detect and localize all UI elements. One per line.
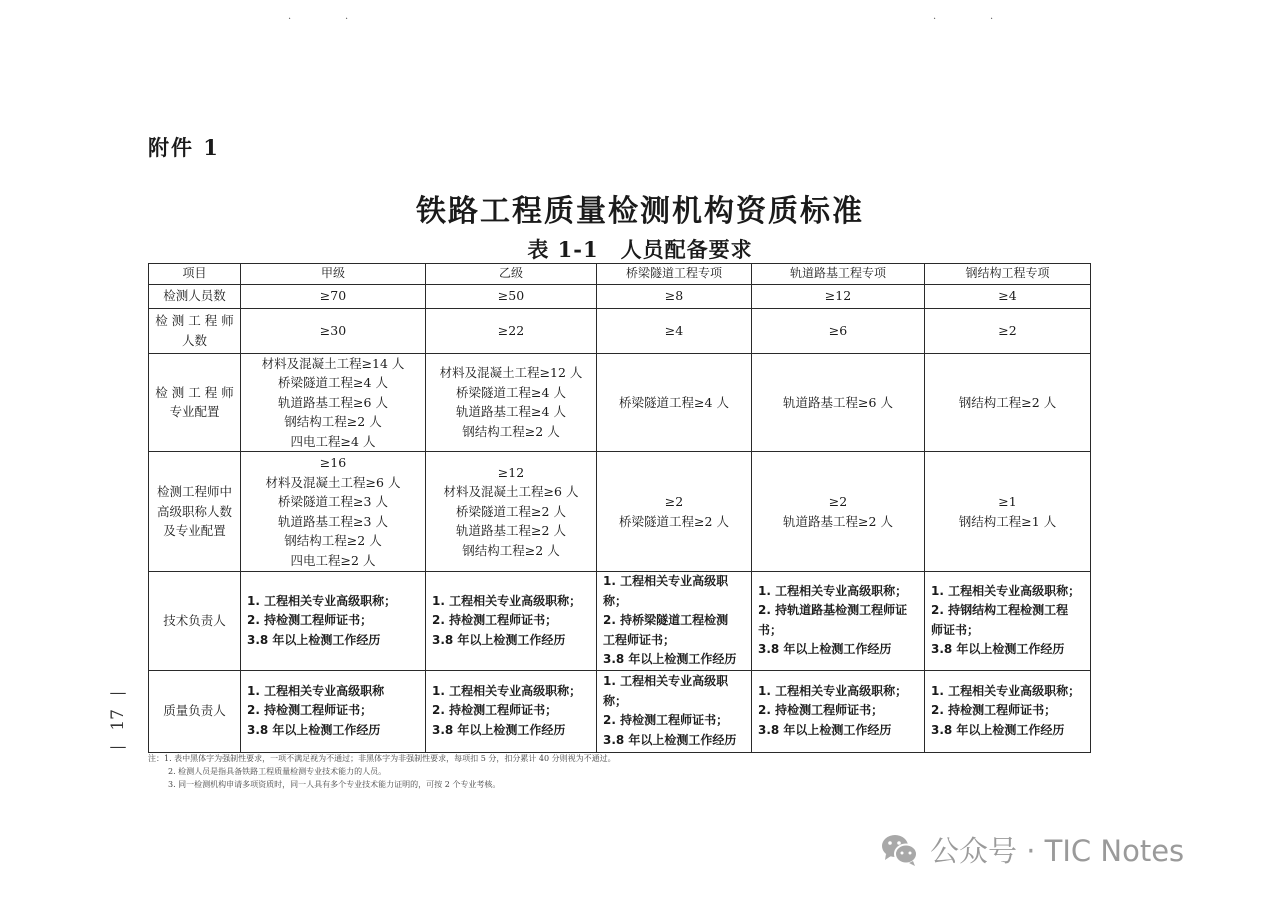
cell-line: 2. 持检测工程师证书； bbox=[247, 703, 373, 718]
cell-line: 1. 工程相关专业高级职称； bbox=[432, 593, 582, 608]
table-cell bbox=[426, 452, 597, 572]
note-3: 3. 同一检测机构申请多项资质时，同一人具有多个专业技术能力证明的，可按 2 个专业考核。 bbox=[168, 780, 501, 789]
cell-line: 钢结构工程≥2 人 bbox=[284, 414, 382, 429]
cell-line: 轨道路基工程≥2 人 bbox=[456, 523, 566, 539]
cell-line: 钢结构工程≥1 人 bbox=[958, 513, 1057, 529]
cell-line: 2. 持检测工程师证书； bbox=[432, 613, 558, 627]
page-number-value: 17 bbox=[108, 709, 128, 731]
cell-line: 3.8 年以上检测工作经历 bbox=[432, 632, 566, 647]
cell-line: 钢结构工程≥2 人 bbox=[462, 542, 560, 558]
cell-line: 轨道路基工程≥3 人 bbox=[278, 513, 388, 529]
table-cell bbox=[597, 353, 752, 452]
table-cell bbox=[241, 452, 426, 572]
cell-line: 桥梁隧道工程≥4 人 bbox=[456, 384, 566, 400]
row-label-line: 技术负责人 bbox=[163, 613, 226, 628]
header-bridge-tunnel: 桥梁隧道工程专项 bbox=[597, 264, 752, 285]
table-cell bbox=[597, 572, 752, 671]
cell-line: ≥30 bbox=[319, 322, 347, 338]
cell-line: ≥2 bbox=[998, 322, 1017, 338]
table-row bbox=[149, 670, 1091, 752]
table-caption: 表 1-1 人员配备要求 bbox=[527, 237, 753, 262]
table-cell bbox=[426, 670, 597, 752]
table-cell bbox=[597, 308, 752, 353]
cell-line: 3.8 年以上检测工作经历 bbox=[432, 722, 566, 737]
table-cell bbox=[752, 572, 925, 671]
table-cell bbox=[426, 353, 597, 452]
cell-line: 钢结构工程≥2 人 bbox=[284, 533, 382, 548]
cell-line: ≥2 bbox=[664, 494, 684, 509]
cell-line: 3.8 年以上检测工作经历 bbox=[247, 722, 381, 737]
cell-line: 桥梁隧道工程≥4 人 bbox=[278, 375, 388, 390]
row-label-line: 专业配置 bbox=[169, 404, 220, 420]
label-quality-lead bbox=[149, 670, 241, 752]
scan-mark: · bbox=[990, 14, 994, 25]
scan-mark: · bbox=[933, 14, 937, 25]
note-1: 注：1. 表中黑体字为强制性要求，一项不满足视为不通过；非黑体字为非强制性要求，每项扣 5 分，扣分累计 40 分则视为不通过。 bbox=[148, 754, 616, 763]
cell-line: 3.8 年以上检测工作经历 bbox=[931, 722, 1065, 737]
cell-line: 轨道路基工程≥6 人 bbox=[783, 394, 893, 410]
cell-line: 钢结构工程≥2 人 bbox=[462, 423, 560, 439]
label-senior-engineers bbox=[149, 452, 241, 572]
table-cell bbox=[925, 572, 1091, 671]
cell-line: ≥12 bbox=[824, 288, 852, 304]
cell-line: 2. 持检测工程师证书； bbox=[432, 703, 558, 718]
cell-line: 3.8 年以上检测工作经历 bbox=[603, 732, 737, 747]
cell-line: ≥12 bbox=[497, 464, 525, 480]
cell-line: ≥22 bbox=[497, 322, 525, 338]
label-engineers bbox=[149, 308, 241, 353]
table-row bbox=[149, 452, 1091, 572]
cell-line: 桥梁隧道工程≥3 人 bbox=[278, 494, 388, 509]
table-cell bbox=[241, 670, 426, 752]
cell-line: 桥梁隧道工程≥2 人 bbox=[456, 503, 566, 519]
cell-line: 轨道路基工程≥4 人 bbox=[456, 404, 566, 420]
table-cell bbox=[426, 308, 597, 353]
cell-line: ≥6 bbox=[828, 322, 848, 338]
table-cell bbox=[241, 572, 426, 671]
cell-line: 1. 工程相关专业高级职称； bbox=[758, 583, 908, 598]
wechat-icon bbox=[880, 833, 920, 867]
cell-line: 2. 持检测工程师证书； bbox=[603, 713, 729, 727]
cell-line: ≥16 bbox=[319, 455, 347, 470]
cell-line: 材料及混凝土工程≥14 人 bbox=[261, 355, 405, 371]
cell-line: 桥梁隧道工程≥4 人 bbox=[619, 394, 729, 410]
cell-line: ≥2 bbox=[828, 494, 848, 509]
cell-line: 1. 工程相关专业高级职称； bbox=[931, 683, 1081, 698]
row-label-line: 人数 bbox=[181, 332, 207, 348]
header-grade-b: 乙级 bbox=[426, 264, 597, 285]
cell-line: ≥8 bbox=[664, 288, 684, 304]
table-cell bbox=[241, 308, 426, 353]
table-cell bbox=[426, 284, 597, 308]
row-label-line: 及专业配置 bbox=[163, 523, 226, 539]
table-cell bbox=[241, 284, 426, 308]
table-header-row bbox=[149, 264, 1091, 285]
cell-line: 工程师证书； bbox=[603, 632, 676, 647]
table-cell bbox=[752, 284, 925, 308]
cell-line: 四电工程≥4 人 bbox=[290, 433, 376, 449]
cell-line: 3.8 年以上检测工作经历 bbox=[603, 652, 737, 666]
header-grade-a: 甲级 bbox=[241, 264, 426, 285]
cell-line: ≥50 bbox=[497, 288, 525, 304]
cell-line: 1. 工程相关专业高级职称； bbox=[603, 574, 729, 608]
cell-line: 1. 工程相关专业高级职称； bbox=[247, 593, 397, 608]
table-cell bbox=[925, 353, 1091, 452]
cell-line: 1. 工程相关专业高级职称； bbox=[603, 674, 729, 708]
cell-line: 1. 工程相关专业高级职称 bbox=[247, 683, 385, 698]
table-cell bbox=[597, 452, 752, 572]
cell-line: 1. 工程相关专业高级职称； bbox=[931, 583, 1081, 598]
cell-line: 轨道路基工程≥6 人 bbox=[278, 394, 388, 410]
table-cell bbox=[925, 452, 1091, 572]
row-label-line: 检测人员数 bbox=[163, 288, 226, 304]
row-label-line: 高级职称人数 bbox=[156, 503, 232, 519]
table-cell bbox=[241, 353, 426, 452]
cell-line: ≥4 bbox=[998, 288, 1017, 304]
cell-line: 3.8 年以上检测工作经历 bbox=[931, 642, 1065, 657]
cell-line: 轨道路基工程≥2 人 bbox=[783, 513, 893, 529]
header-track-subgrade: 轨道路基工程专项 bbox=[752, 264, 925, 285]
cell-line: 3.8 年以上检测工作经历 bbox=[247, 632, 381, 647]
cell-line: 材料及混凝土工程≥12 人 bbox=[439, 365, 583, 381]
cell-line: 2. 持钢结构工程检测工程 bbox=[931, 603, 1069, 618]
attachment-label: 附件 1 bbox=[148, 135, 220, 160]
table-cell bbox=[597, 670, 752, 752]
personnel-requirements-table bbox=[148, 263, 1091, 753]
cell-line: 材料及混凝土工程≥6 人 bbox=[265, 474, 401, 490]
cell-line: 材料及混凝土工程≥6 人 bbox=[443, 484, 579, 500]
cell-line: 2. 持轨道路基检测工程师证 bbox=[758, 603, 908, 618]
table-cell bbox=[925, 284, 1091, 308]
header-steel-structure: 钢结构工程专项 bbox=[925, 264, 1091, 285]
watermark bbox=[880, 829, 1184, 870]
cell-line: ≥70 bbox=[319, 288, 347, 304]
table-row bbox=[149, 308, 1091, 353]
cell-line: 2. 持桥梁隧道工程检测 bbox=[603, 613, 729, 627]
cell-line: 2. 持检测工程师证书； bbox=[931, 703, 1057, 718]
label-engineer-specialties bbox=[149, 353, 241, 452]
page-number: — 17 — bbox=[108, 683, 128, 757]
label-inspectors bbox=[149, 284, 241, 308]
cell-line: ≥4 bbox=[664, 322, 684, 338]
scan-mark: · bbox=[288, 14, 292, 25]
note-2: 2. 检测人员是指具备铁路工程质量检测专业技术能力的人员。 bbox=[168, 767, 387, 776]
label-technical-lead bbox=[149, 572, 241, 671]
scan-mark: · bbox=[345, 14, 349, 25]
table-cell bbox=[752, 670, 925, 752]
cell-line: 四电工程≥2 人 bbox=[290, 552, 376, 568]
document-title: 铁路工程质量检测机构资质标准 bbox=[416, 194, 864, 229]
watermark-text: 公众号 · TIC Notes bbox=[930, 834, 1185, 868]
cell-line: 桥梁隧道工程≥2 人 bbox=[619, 513, 729, 529]
table-cell bbox=[752, 353, 925, 452]
cell-line: 2. 持检测工程师证书； bbox=[247, 613, 373, 627]
header-item: 项目 bbox=[149, 264, 241, 285]
table-cell bbox=[752, 308, 925, 353]
cell-line: 书； bbox=[758, 622, 783, 637]
cell-line: 钢结构工程≥2 人 bbox=[958, 394, 1057, 410]
table-cell bbox=[752, 452, 925, 572]
table-cell bbox=[925, 670, 1091, 752]
table-row bbox=[149, 572, 1091, 671]
cell-line: 1. 工程相关专业高级职称； bbox=[758, 683, 908, 698]
cell-line: 3.8 年以上检测工作经历 bbox=[758, 722, 892, 737]
cell-line: 3.8 年以上检测工作经历 bbox=[758, 642, 892, 657]
cell-line: 2. 持检测工程师证书； bbox=[758, 703, 884, 718]
table-cell bbox=[426, 572, 597, 671]
cell-line: 1. 工程相关专业高级职称； bbox=[432, 683, 582, 698]
table-cell bbox=[597, 284, 752, 308]
table-row bbox=[149, 284, 1091, 308]
table-row bbox=[149, 353, 1091, 452]
row-label-line: 质量负责人 bbox=[163, 703, 226, 719]
cell-line: 师证书； bbox=[931, 622, 980, 637]
row-label-line: 检测工程师中 bbox=[156, 484, 232, 500]
row-label-line: 检 测 工 程 师 bbox=[155, 313, 234, 328]
table-notes bbox=[148, 752, 616, 791]
row-label-line: 检 测 工 程 师 bbox=[155, 384, 234, 400]
cell-line: ≥1 bbox=[998, 494, 1017, 509]
table-cell bbox=[925, 308, 1091, 353]
